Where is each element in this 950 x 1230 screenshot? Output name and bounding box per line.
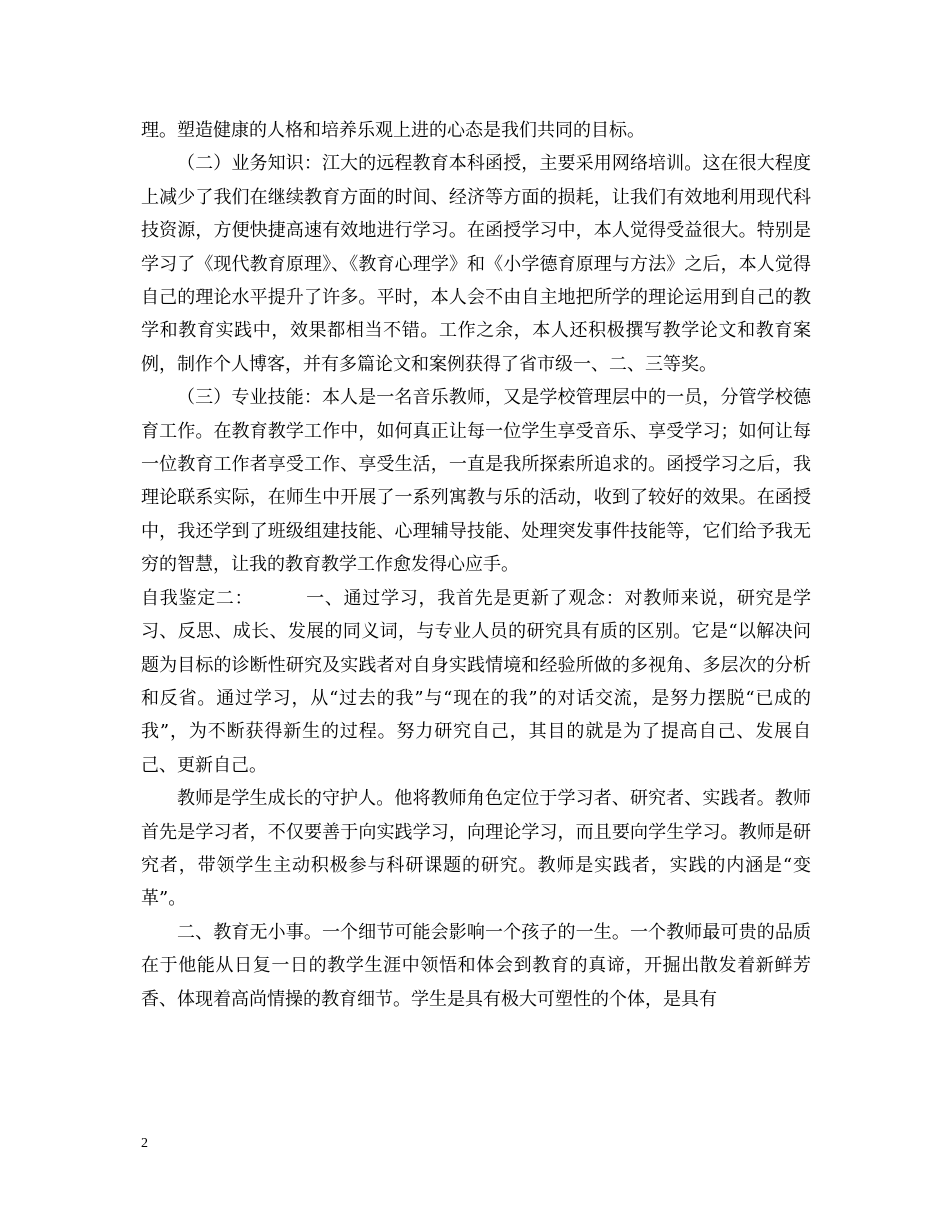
paragraph-1: 理。塑造健康的人格和培养乐观上进的心态是我们共同的目标。 [141, 120, 645, 141]
page-number: 2 [141, 1136, 148, 1151]
document-page [141, 114, 811, 1016]
section-label: 自我鉴定二： [141, 587, 254, 609]
section-text: 一、通过学习，我首先是更新了观念：对教师来说，研究是学习、反思、成长、发展的同义词，与专业人员的研究具有质的区别。它是“以解决问题为目标的诊断性研究及实践者对自身实践情境和经验所做的多视角、多层次的分析和反省。通过学习，从“过去的我”与“现在的我”的对话交流，是努力摆脱“已成的我”，为不断获得新生的过程。努力研究自己，其目的就是为了提高自己、发展自己、更新自己。 [141, 587, 812, 776]
paragraph-business-knowledge: （二）业务知识：江大的远程教育本科函授，主要采用网络培训。这在很大程度上减少了我们在继续教育方面的时间、经济等方面的损耗，让我们有效地利用现代科技资源，方便快捷高速有效地进行学习。在函授学习中，本人觉得受益很大。特别是学习了《现代教育原理》、《教育心理学》和《小学德育原理与方法》之后，本人觉得自己的理论水平提升了许多。平时，本人会不由自主地把所学的理论运用到自己的教学和教育实践中，效果都相当不错。工作之余，本人还积极撰写教学论文和教育案例，制作个人博客，并有多篇论文和案例获得了省市级一、二、三等奖。 [141, 153, 811, 375]
paragraph-teacher-role: 教师是学生成长的守护人。他将教师角色定位于学习者、研究者、实践者。教师首先是学习者，不仅要善于向实践学习，向理论学习，而且要向学生学习。教师是研究者，带领学生主动积极参与科研课题的研究。教师是实践者，实践的内涵是“变革”。 [141, 788, 811, 910]
paragraph-education-details: 二、教育无小事。一个细节可能会影响一个孩子的一生。一个教师最可贵的品质在于他能从日复一日的教学生涯中领悟和体会到教育的真谛，开掘出散发着新鲜芳香、体现着高尚情操的教育细节。学生是具有极大可塑性的个体，是具有 [141, 921, 811, 1010]
paragraph-professional-skills: （三）专业技能：本人是一名音乐教师，又是学校管理层中的一员，分管学校德育工作。在教育教学工作中，如何真正让每一位学生享受音乐、享受学习；如何让每一位教育工作者享受工作、享受生活，一直是我所探索所追求的。函授学习之后，我理论联系实际，在师生中开展了一系列寓教与乐的活动，收到了较好的效果。在函授中，我还学到了班级组建技能、心理辅导技能、处理突发事件技能等，它们给予我无穷的智慧，让我的教育教学工作愈发得心应手。 [141, 387, 811, 576]
paragraph-self-assessment-two [141, 582, 811, 782]
